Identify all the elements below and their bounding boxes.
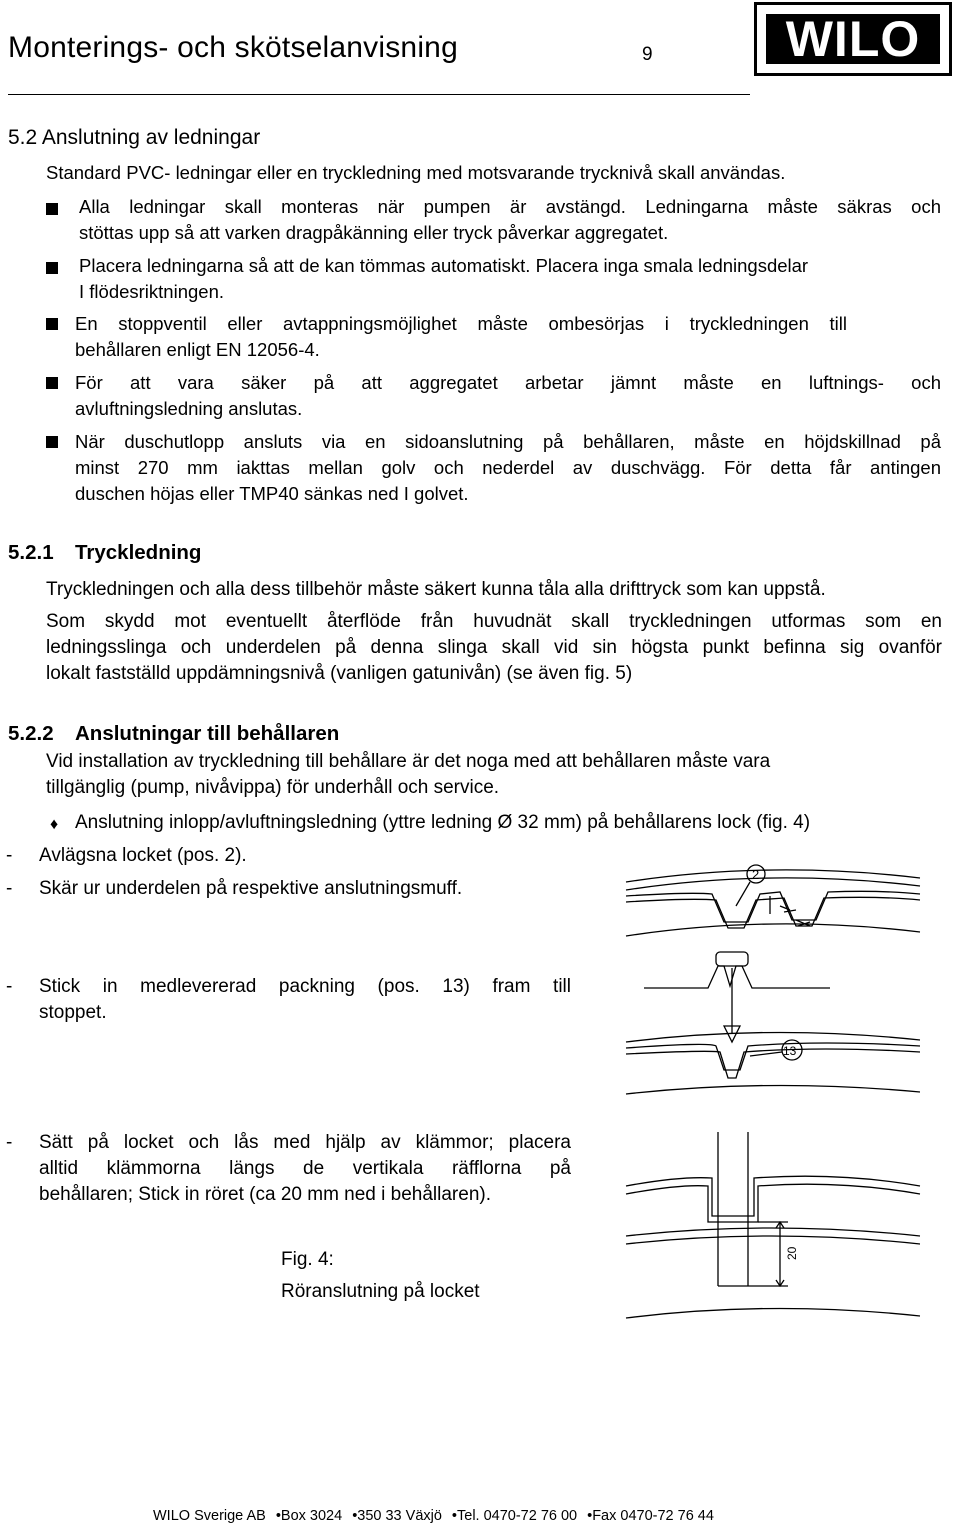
- footer-address: 350 33 Växjö: [357, 1508, 442, 1524]
- bullet-2: [79, 253, 941, 305]
- footer-fax: Fax 0470-72 76 44: [592, 1508, 714, 1524]
- figure-4-drawing: [620, 856, 942, 1388]
- footer-separator: •: [352, 1508, 358, 1524]
- wilo-logo: [754, 2, 952, 76]
- bullet-square-icon: [46, 203, 58, 215]
- dash-marker: -: [6, 1132, 13, 1153]
- footer-phone: Tel. 0470-72 76 00: [457, 1508, 578, 1524]
- para-line: ledningsslinga och underdelen på denna slinga skall vid sin högsta punkt befinna sig ovanför: [46, 637, 942, 658]
- figure-caption-title: Röranslutning på locket: [281, 1281, 480, 1302]
- figure-panel-cut: [626, 865, 920, 936]
- bullet-4: [75, 370, 941, 422]
- dash-marker: -: [6, 976, 13, 997]
- footer-separator: •: [275, 1508, 281, 1524]
- anslutningar-para-line: tillgänglig (pump, nivåvippa) för underhåll och service.: [46, 777, 500, 798]
- bullet-line: En stoppventil eller avtappningsmöjlighet måste ombesörjas i tryckledningen till: [75, 313, 847, 334]
- pos-2-label: 2: [752, 867, 760, 882]
- step-4: [39, 1130, 571, 1208]
- bullet-line: För att vara säker på att aggregatet arbetar jämnt måste en luftnings- och: [75, 372, 941, 393]
- section-number-5-2-2: 5.2.2: [8, 722, 54, 745]
- tryckledning-para-1: Tryckledningen och alla dess tillbehör måste säkert kunna tåla alla drifttryck som kan uppstå.: [46, 579, 826, 600]
- document-title: Monterings- och skötselanvisning: [8, 31, 458, 64]
- bullet-3: [75, 311, 847, 363]
- tryckledning-para-2: [46, 609, 942, 687]
- dash-marker: -: [6, 845, 13, 866]
- section-number-5-2-1: 5.2.1: [8, 541, 54, 564]
- bullet-line: avluftningsledning anslutas.: [75, 398, 303, 419]
- footer-company: WILO Sverige AB: [153, 1508, 266, 1524]
- footer-separator: •: [587, 1508, 593, 1524]
- diamond-bullet-icon: ♦: [50, 816, 59, 833]
- section-title-5-2-2: Anslutningar till behållaren: [75, 722, 340, 745]
- bullet-1: [79, 194, 941, 246]
- header-rule: [8, 94, 750, 95]
- step-line: behållaren; Stick in röret (ca 20 mm ned i behållaren).: [39, 1184, 492, 1205]
- bullet-line: Placera ledningarna så att de kan tömmas automatiskt. Placera inga smala ledningsdelar: [79, 255, 809, 276]
- section-title-5-2-1: Tryckledning: [75, 541, 202, 564]
- figure-caption-number: Fig. 4:: [281, 1249, 334, 1270]
- footer: [153, 1508, 714, 1524]
- bullet-line: Alla ledningar skall monteras när pumpen är avstängd. Ledningarna måste säkras och: [79, 196, 941, 217]
- bullet-square-icon: [46, 318, 58, 330]
- step-line: Stick in medlevererad packning (pos. 13) fram till: [39, 976, 571, 997]
- anslutningar-para-line: Vid installation av tryckledning till behållare är det noga med att behållaren måste vara: [46, 751, 771, 772]
- step-line: stoppet.: [39, 1002, 107, 1023]
- section-intro: Standard PVC- ledningar eller en tryckledning med motsvarande trycknivå skall användas.: [46, 162, 786, 183]
- bullet-line: duschen höjas eller TMP40 sänkas ned I golvet.: [75, 483, 469, 504]
- footer-box: Box 3024: [280, 1508, 343, 1524]
- bullet-square-icon: [46, 262, 58, 274]
- bullet-line: stöttas upp så att varken dragpåkänning eller tryck påverkar aggregatet.: [79, 222, 669, 243]
- bullet-line: När duschutlopp ansluts via en sidoanslutning på behållaren, måste en höjdskillnad på: [75, 431, 941, 452]
- bullet-line: behållaren enligt EN 12056-4.: [75, 339, 320, 360]
- wilo-logo-text: WILO: [766, 14, 940, 64]
- pos-13-label: 13: [783, 1044, 797, 1058]
- step-1: Avlägsna locket (pos. 2).: [39, 845, 247, 866]
- step-line: Sätt på locket och lås med hjälp av klämmor; placera: [39, 1132, 571, 1153]
- bullet-line: I flödesriktningen.: [79, 281, 225, 302]
- dash-marker: -: [6, 878, 13, 899]
- bullet-square-icon: [46, 436, 58, 448]
- bullet-square-icon: [46, 377, 58, 389]
- step-line: alltid klämmorna längs de vertikala räfflorna på: [39, 1158, 571, 1179]
- step-2: Skär ur underdelen på respektive anslutningsmuff.: [39, 878, 463, 899]
- para-line: Som skydd mot eventuellt återflöde från huvudnät skall tryckledningen utformas som en: [46, 611, 942, 632]
- dimension-20-label: 20: [785, 1246, 799, 1260]
- step-3: [39, 974, 571, 1026]
- page-number: 9: [642, 44, 653, 65]
- para-line: lokalt fastställd uppdämningsnivå (vanligen gatunivån) (se även fig. 5): [46, 663, 633, 684]
- diamond-item: Anslutning inlopp/avluftningsledning (yttre ledning Ø 32 mm) på behållarens lock (fig. 4): [75, 812, 811, 833]
- section-heading-5-2: 5.2 Anslutning av ledningar: [8, 126, 261, 149]
- bullet-line: minst 270 mm iakttas mellan golv och nederdel av duschvägg. För detta får antingen: [75, 457, 941, 478]
- figure-panel-packing: [626, 952, 920, 1094]
- bullet-5: [75, 429, 941, 507]
- figure-panel-pipe: [626, 1132, 920, 1318]
- footer-separator: •: [451, 1508, 457, 1524]
